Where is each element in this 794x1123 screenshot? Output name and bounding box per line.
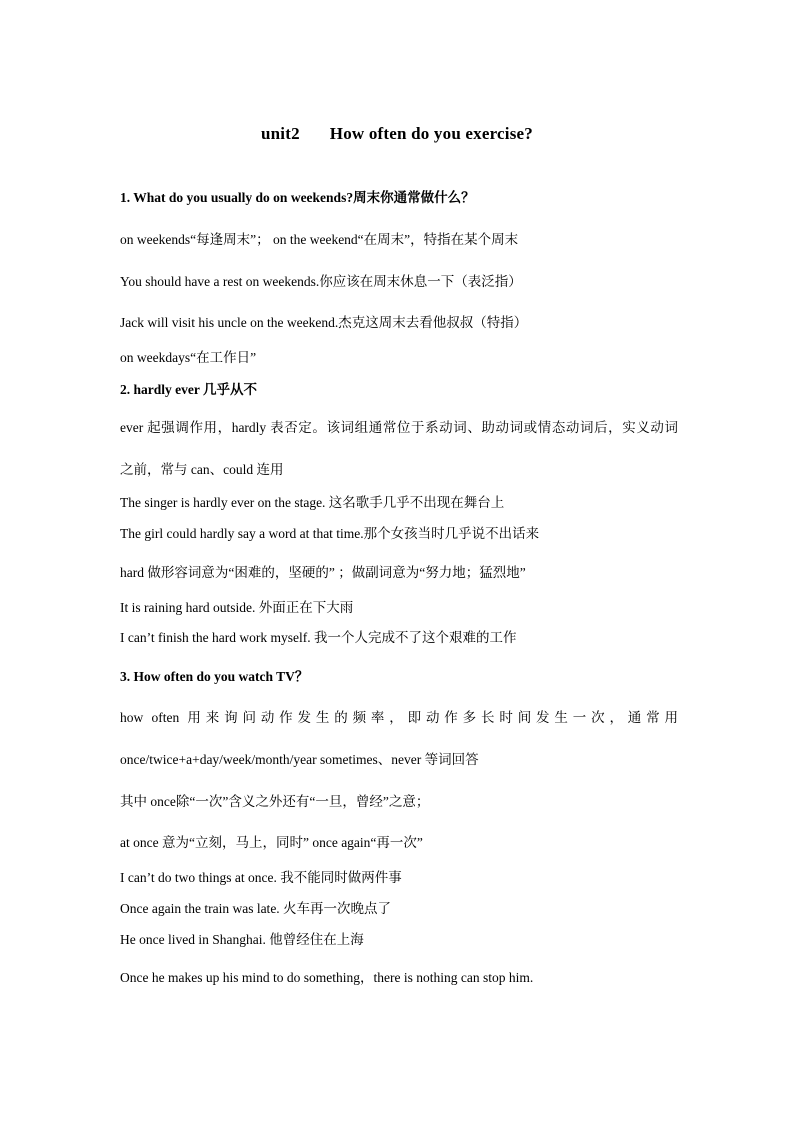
section-1-line-4: on weekdays“在工作日” <box>120 350 257 365</box>
section-3-line-7: He once lived in Shanghai. 他曾经住在上海 <box>120 932 364 947</box>
page-title <box>0 124 794 144</box>
section-3-line-6: Once again the train was late. 火车再一次晚点了 <box>120 901 392 916</box>
section-2-line-1: ever 起强调作用，hardly 表否定。该词组通常位于系动词、助动词或情态动词后，实义动词 <box>120 420 678 435</box>
section-1-line-1: on weekends“每逢周末”； on the weekend“在周末”，特指在某个周末 <box>120 232 519 247</box>
section-2-line-7: I can’t finish the hard work myself. 我一个人完成不了这个艰难的工作 <box>120 630 517 645</box>
section-1-line-3: Jack will visit his uncle on the weekend.杰克这周末去看他叔叔（特指） <box>120 315 528 330</box>
section-2-line-6: It is raining hard outside. 外面正在下大雨 <box>120 600 354 615</box>
section-3-line-5: I can’t do two things at once. 我不能同时做两件事 <box>120 870 402 885</box>
title-unit: unit2 <box>261 124 300 143</box>
section-1-heading: 1. What do you usually do on weekends?周末你通常做什么？ <box>120 190 475 205</box>
section-1-line-2: You should have a rest on weekends.你应该在周末休息一下（表泛指） <box>120 274 522 289</box>
section-3-line-1: how often 用来询问动作发生的频率，即动作多长时间发生一次，通常用 <box>120 710 678 725</box>
title-text: How often do you exercise? <box>329 124 533 143</box>
section-2-line-5: hard 做形容词意为“困难的，坚硬的” ；做副词意为“努力地；猛烈地” <box>120 565 526 580</box>
section-2-line-4: The girl could hardly say a word at that time.那个女孩当时几乎说不出话来 <box>120 526 540 541</box>
section-3-line-8: Once he makes up his mind to do something，there is nothing can stop him. <box>120 970 534 985</box>
section-3-line-3: 其中 once除“一次”含义之外还有“一旦，曾经”之意； <box>120 794 430 809</box>
section-2-line-2: 之前，常与 can、could 连用 <box>120 462 284 477</box>
section-3-heading: 3. How often do you watch TV？ <box>120 669 309 684</box>
section-3-line-4: at once 意为“立刻，马上，同时” once again“再一次” <box>120 835 423 850</box>
section-2-heading: 2. hardly ever 几乎从不 <box>120 382 257 397</box>
section-2-line-3: The singer is hardly ever on the stage. 这名歌手几乎不出现在舞台上 <box>120 495 505 510</box>
section-3-line-2: once/twice+a+day/week/month/year sometimes、never 等词回答 <box>120 752 479 767</box>
